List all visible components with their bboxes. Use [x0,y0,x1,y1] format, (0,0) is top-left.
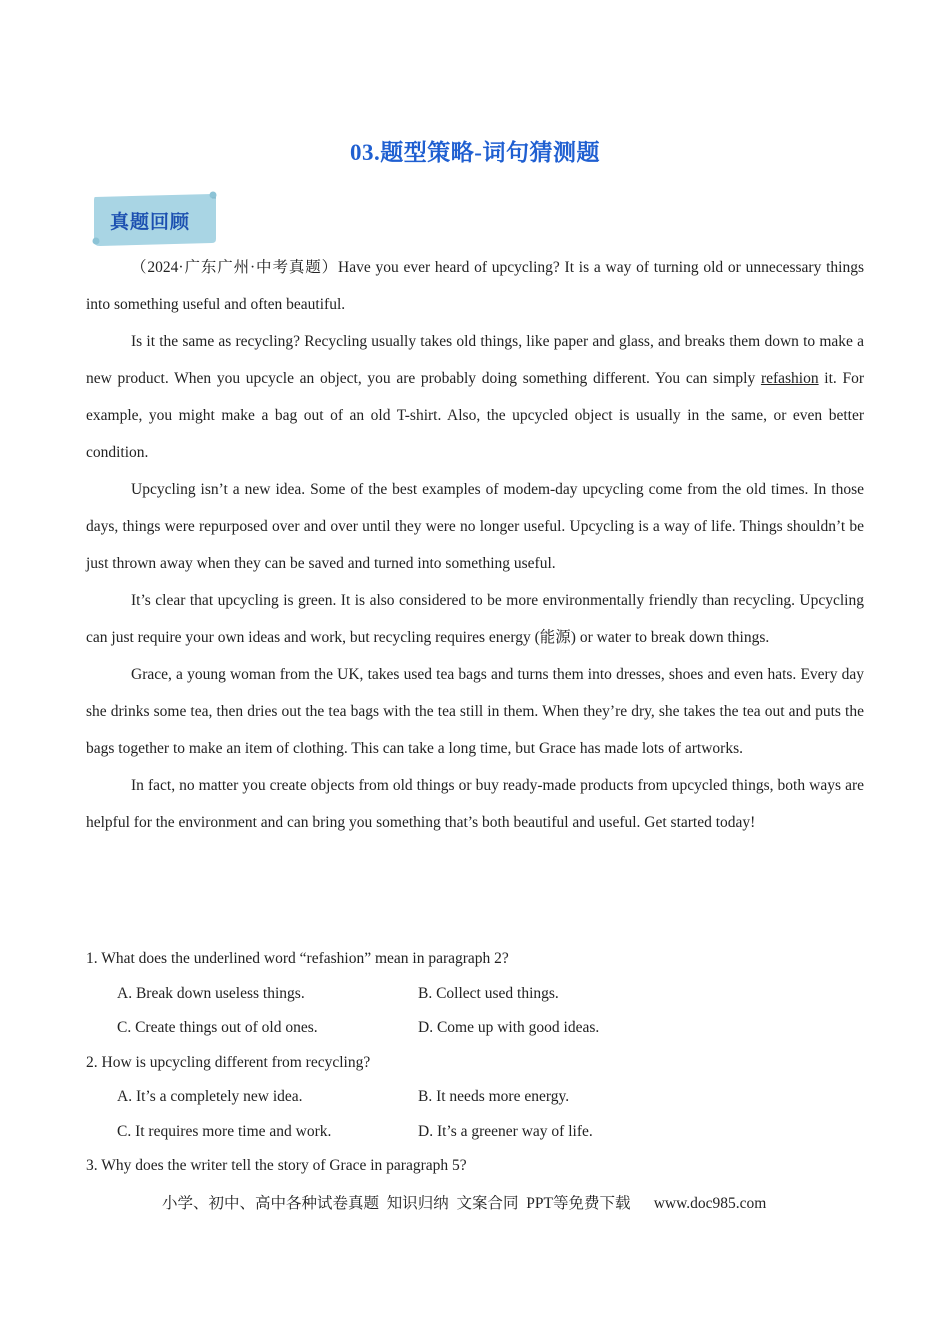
question-1-option-a: A. Break down useless things. [117,985,305,1002]
question-1-option-d: D. Come up with good ideas. [418,1019,600,1036]
paragraph-2-start: Is it the same as recycling? Recycling usually takes old things, like paper and glass, and breaks them down to make a new product. When you upcycle an object, you are probably doing something different. You can simply [86,333,864,387]
paragraph-1: （2024·广东广州·中考真题）Have you ever heard of upcycling? It is a way of turning old or unnecessary things into something useful and often beautiful. [86,259,864,313]
section-banner [92,191,218,247]
paragraph-5: Grace, a young woman from the UK, takes used tea bags and turns them into dresses, shoes and even hats. Every day she drinks some tea, then dries out the tea bags with the tea still in them. When they’re dry, she takes the tea out and puts the bags together to make an item of clothing. This can take a long time, but Grace has made lots of artworks. [86,666,864,757]
paragraph-2-end: it. For example, you might make a bag out of an old T-shirt. Also, the upcycled object is usually in the same, or even better condition. [86,370,864,461]
question-1: 1. What does the underlined word “refashion” mean in paragraph 2? [86,950,509,967]
question-3: 3. Why does the writer tell the story of Grace in paragraph 5? [86,1157,467,1174]
paragraph-3: Upcycling isn’t a new idea. Some of the best examples of modem-day upcycling come from the old times. In those days, things were repurposed over and over until they were no longer useful. Upcycling is a way of life. Things shouldn’t be just thrown away when they can be saved and turned into something useful. [86,481,864,572]
underlined-word: refashion [760,370,819,387]
question-2-option-d: D. It’s a greener way of life. [418,1123,593,1140]
question-1-option-c: C. Create things out of old ones. [117,1019,318,1036]
question-1-option-b: B. Collect used things. [418,985,559,1002]
question-2-option-a: A. It’s a completely new idea. [117,1088,303,1105]
page-footer: 小学、初中、高中各种试卷真题 知识归纳 文案合同 PPT等免费下载 www.doc985.com [162,1195,767,1212]
paragraph-6: In fact, no matter you create objects from old things or buy ready-made products from upcycled things, both ways are helpful for the environment and can bring you something that’s both beautiful and useful. Get started today! [86,777,864,831]
question-2-option-b: B. It needs more energy. [418,1088,570,1105]
reading-passage [86,249,864,841]
page-title: 03.题型策略-词句猜测题 [350,140,600,165]
question-2: 2. How is upcycling different from recycling? [86,1054,371,1071]
paragraph-2 [86,323,864,471]
section-label: 真题回顾 [110,211,191,233]
paragraph-4: It’s clear that upcycling is green. It is also considered to be more environmentally friendly than recycling. Upcycling can just require your own ideas and work, but recycling requires energy (能源) or water to break down things. [86,592,864,646]
question-2-option-c: C. It requires more time and work. [117,1123,332,1140]
